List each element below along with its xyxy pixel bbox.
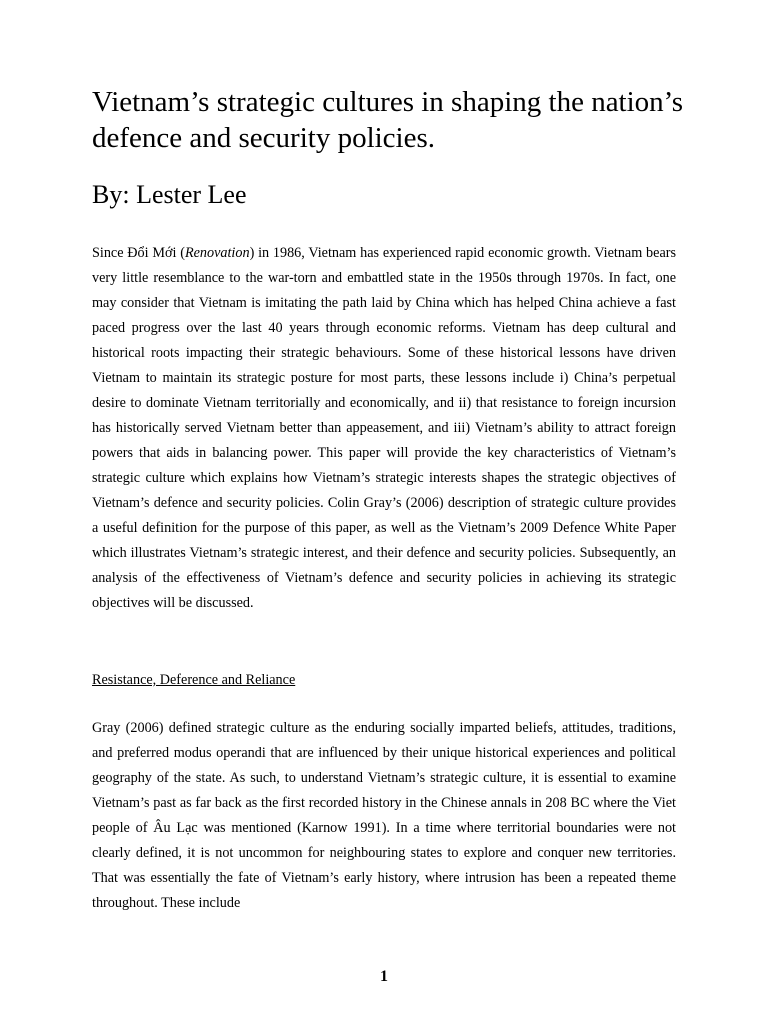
renovation-emphasis: Renovation (184, 245, 250, 261)
section-heading: Resistance, Deference and Reliance (92, 672, 296, 688)
author-line: By: Lester Lee (92, 180, 247, 209)
intro-paragraph (92, 241, 676, 616)
intro-lead-text: Since Đổi Mới ( (92, 245, 185, 261)
body-paragraph: Gray (2006) defined strategic culture as the enduring socially imparted beliefs, attitudes, traditions, and preferred modus operandi that are influenced by their unique historical experiences and political geography of the state. As such, to understand Vietnam’s strategic culture, it is essential to examine Vietnam’s past as far back as the first recorded history in the Chinese annals in 208 BC where the Viet people of Âu Lạc was mentioned (Karnow 1991). In a time where territorial boundaries were not clearly defined, it is not uncommon for neighbouring states to explore and conquer new territories. That was essentially the fate of Vietnam’s early history, where intrusion has been a repeated theme throughout. These include (92, 720, 676, 911)
document-title: Vietnam’s strategic cultures in shaping the nation’s defence and security policies. (92, 86, 684, 154)
intro-body-text: ) in 1986, Vietnam has experienced rapid economic growth. Vietnam bears very little resemblance to the war-torn and embattled state in the 1950s through 1970s. In fact, one may consider that Vietnam is imitating the path laid by China which has helped China achieve a fast paced progress over the last 40 years through economic reforms. Vietnam has deep cultural and historical roots impacting their strategic behaviours. Some of these historical lessons have driven Vietnam to maintain its strategic posture for most parts, these lessons include i) China’s perpetual desire to dominate Vietnam territorially and economically, and ii) that resistance to foreign incursion has historically served Vietnam better than appeasement, and iii) Vietnam’s ability to attract foreign powers that aids in balancing power. This paper will provide the key characteristics of Vietnam’s strategic culture which explains how Vietnam’s strategic interests shapes the strategic objectives of Vietnam’s defence and security policies. Colin Gray’s (2006) description of strategic culture provides a useful definition for the purpose of this paper, as well as the Vietnam’s 2009 Defence White Paper which illustrates Vietnam’s strategic interest, and their defence and security policies. Subsequently, an analysis of the effectiveness of Vietnam’s defence and security policies in achieving its strategic objectives will be discussed. (92, 245, 676, 611)
page-number: 1 (380, 968, 388, 985)
